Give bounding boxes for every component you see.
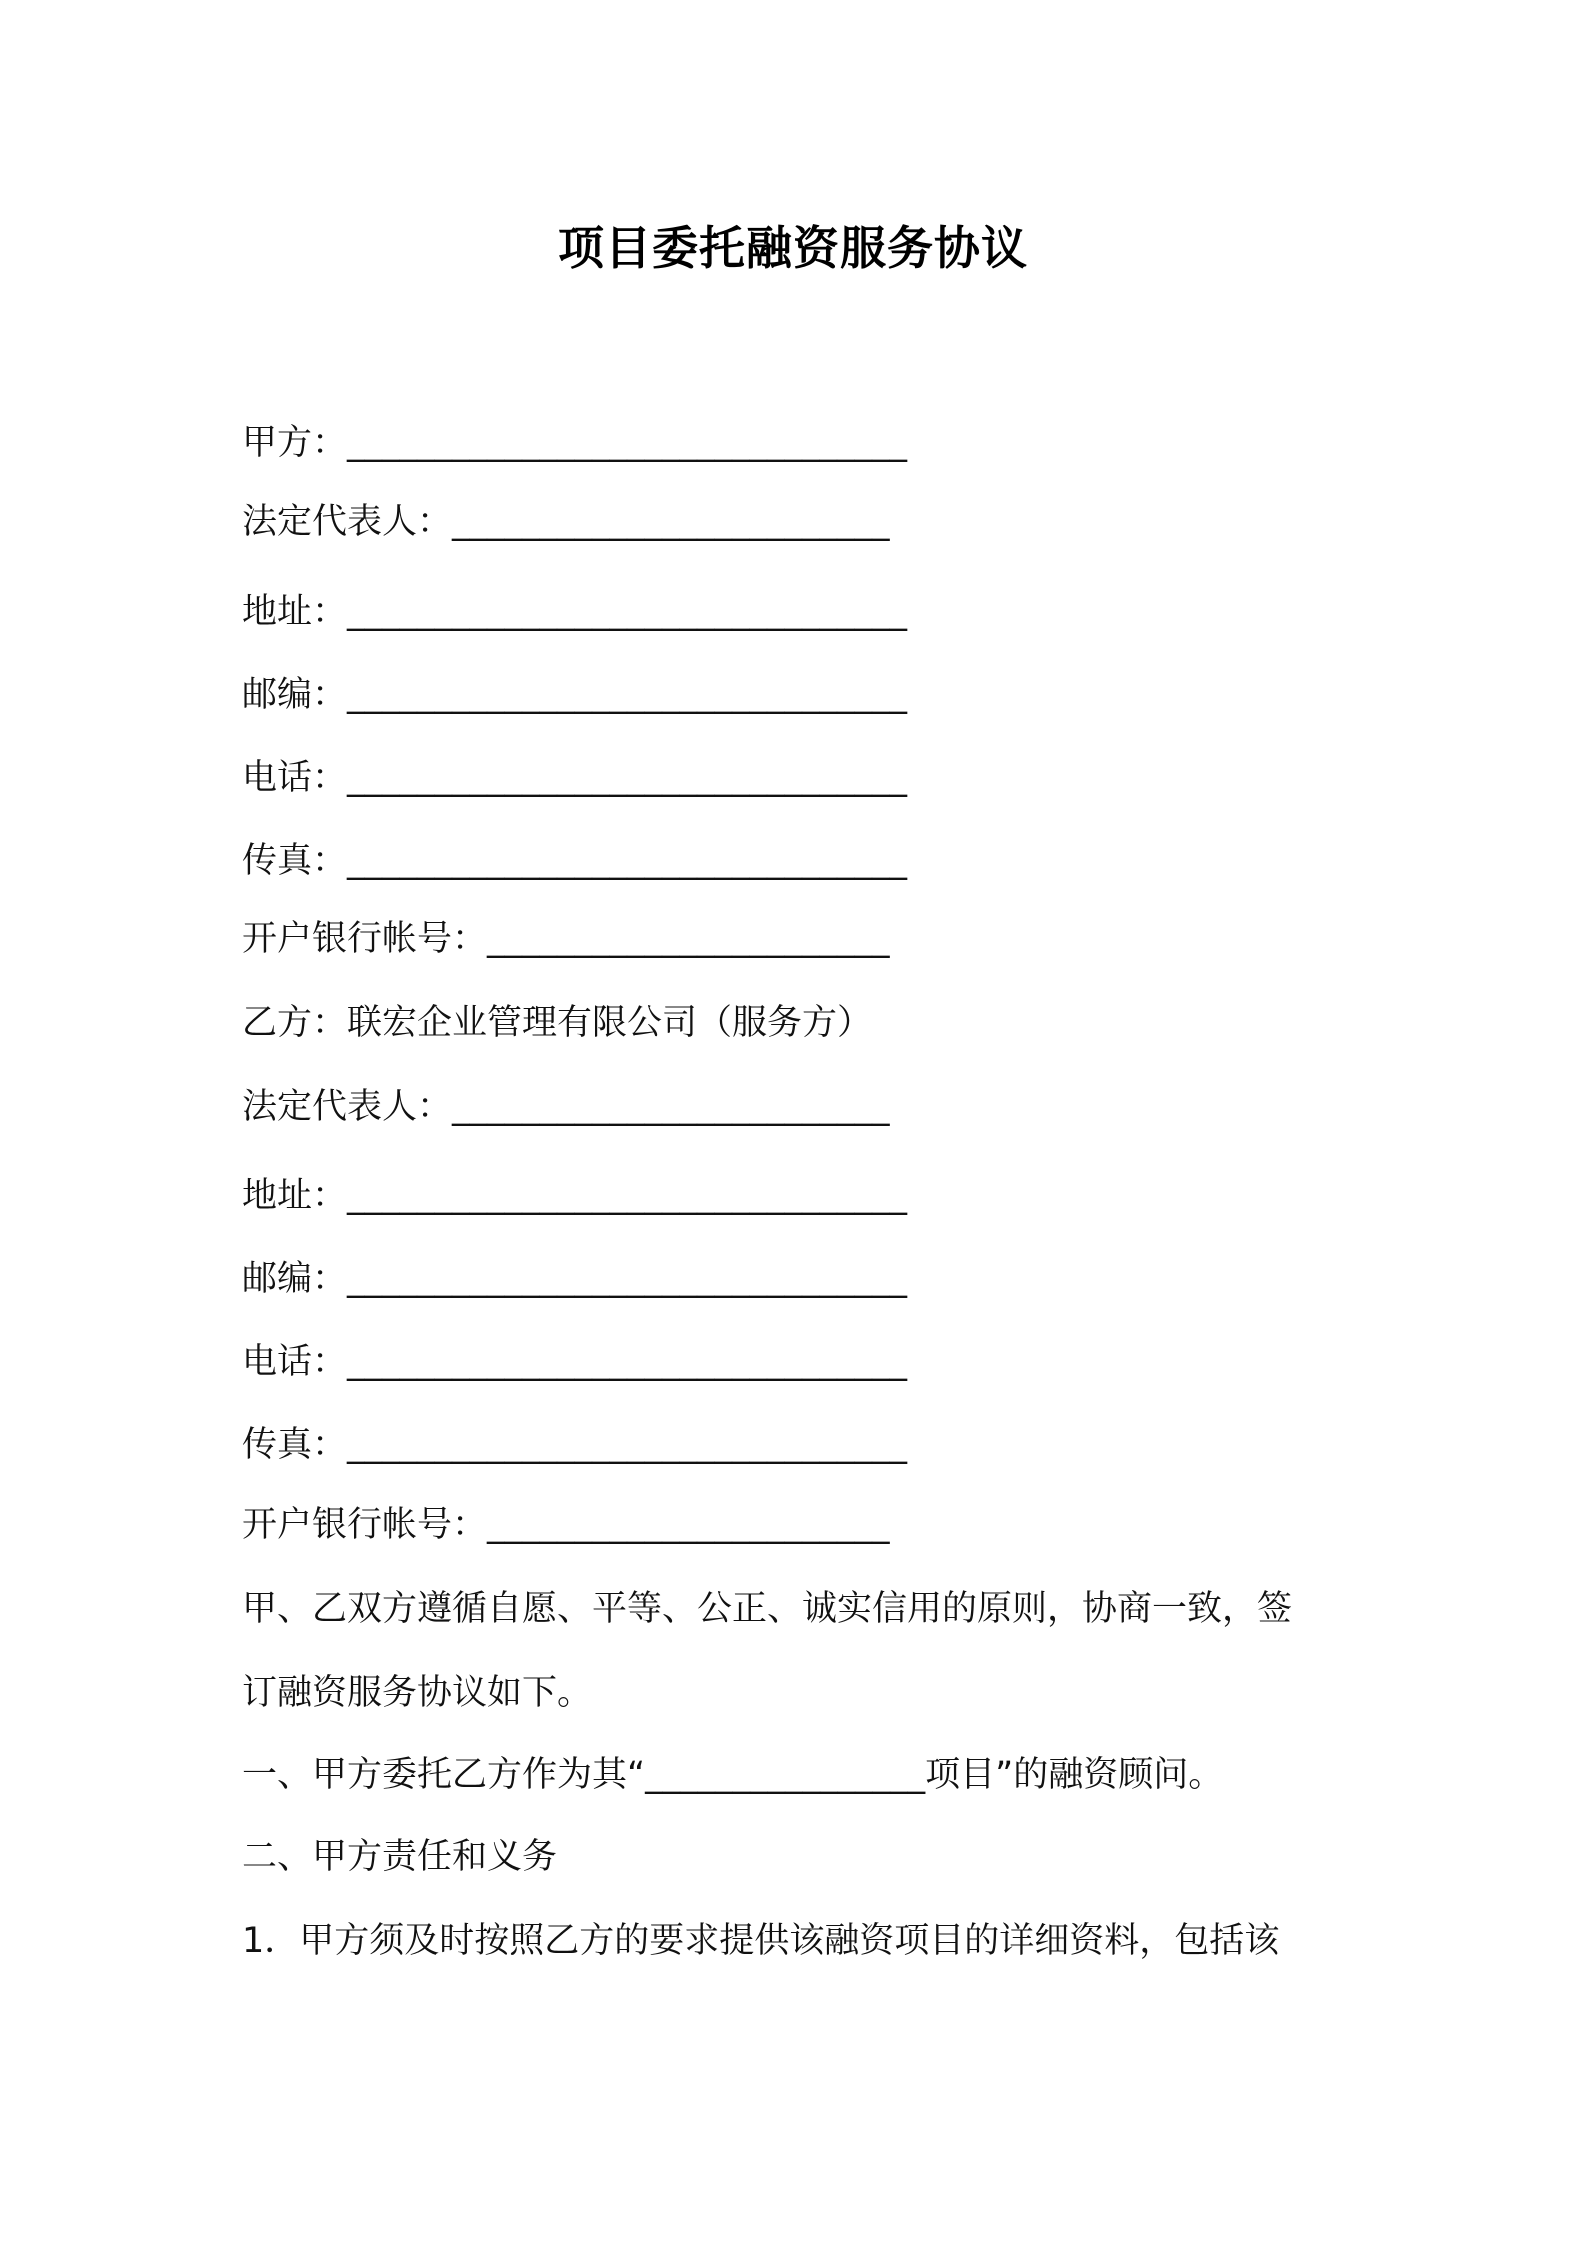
party-a-bank-account-line: 开户银行帐号：_______________________ — [242, 919, 890, 959]
party-a-phone-line: 电话：________________________________ — [242, 758, 908, 798]
party-a-name-line: 甲方：________________________________ — [242, 423, 908, 463]
clause-1: 一、甲方委托乙方作为其“________________项目”的融资顾问。 — [242, 1755, 1224, 1795]
document-title: 项目委托融资服务协议 — [558, 221, 1028, 275]
party-a-fax-line: 传真：________________________________ — [242, 841, 908, 881]
party-a-postcode-line: 邮编：________________________________ — [242, 675, 908, 715]
party-a-representative-line: 法定代表人：_________________________ — [242, 502, 890, 542]
party-b-representative-line: 法定代表人：_________________________ — [242, 1087, 890, 1127]
party-b-postcode-line: 邮编：________________________________ — [242, 1259, 908, 1299]
party-b-bank-account-line: 开户银行帐号：_______________________ — [242, 1505, 890, 1545]
party-b-name-line: 乙方：联宏企业管理有限公司（服务方） — [242, 1003, 873, 1043]
party-b-fax-line: 传真：________________________________ — [242, 1425, 908, 1465]
clause-2-item-1: 1．甲方须及时按照乙方的要求提供该融资项目的详细资料，包括该 — [242, 1921, 1280, 1961]
party-a-address-line: 地址：________________________________ — [242, 592, 908, 632]
party-b-address-line: 地址：________________________________ — [242, 1176, 908, 1216]
preamble-line-1: 甲、乙双方遵循自愿、平等、公正、诚实信用的原则，协商一致，签 — [242, 1589, 1293, 1629]
party-b-phone-line: 电话：________________________________ — [242, 1342, 908, 1382]
clause-2-heading: 二、甲方责任和义务 — [242, 1837, 558, 1877]
preamble-line-2: 订融资服务协议如下。 — [242, 1673, 593, 1713]
